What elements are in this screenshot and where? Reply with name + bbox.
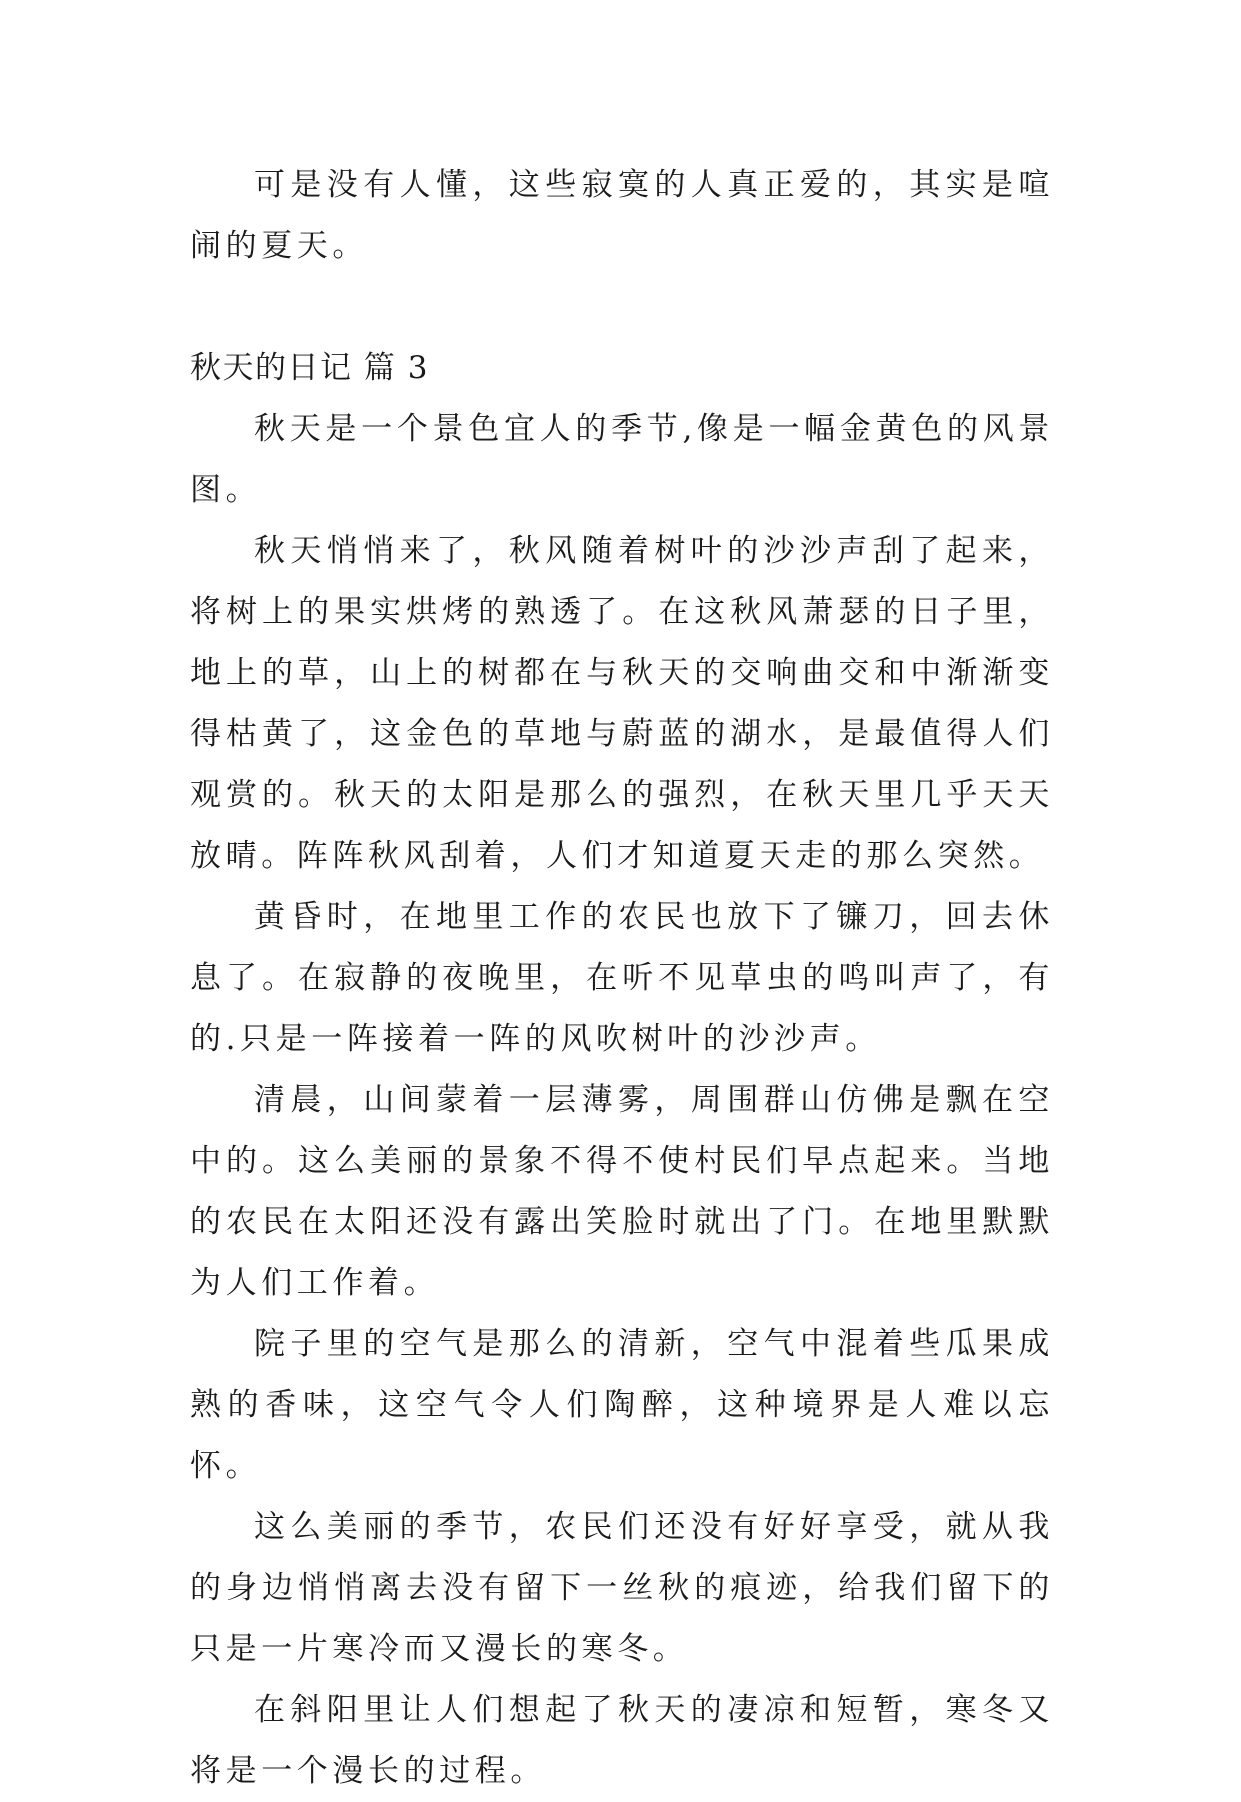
paragraph: 清晨，山间蒙着一层薄雾，周围群山仿佛是飘在空中的。这么美丽的景象不得不使村民们早点起来。当地的农民在太阳还没有露出笑脸时就出了门。在地里默默为人们工作着。 xyxy=(190,1082,1054,1301)
paragraph: 黄昏时，在地里工作的农民也放下了镰刀，回去休息了。在寂静的夜晚里，在听不见草虫的鸣叫声了，有的.只是一阵接着一阵的风吹树叶的沙沙声。 xyxy=(190,899,1054,1057)
paragraph: 这么美丽的季节，农民们还没有好好享受，就从我的身边悄悄离去没有留下一丝秋的痕迹，给我们留下的只是一片寒冷而又漫长的寒冬。 xyxy=(190,1509,1054,1667)
paragraph: 秋天是一个景色宜人的季节,像是一幅金黄色的风景图。 xyxy=(190,411,1054,508)
intro-paragraph: 可是没有人懂，这些寂寞的人真正爱的，其实是喧闹的夏天。 xyxy=(190,167,1054,264)
section-title: 秋天的日记 篇 3 xyxy=(190,350,429,386)
document-body xyxy=(190,155,1054,1802)
paragraph: 在斜阳里让人们想起了秋天的凄凉和短暂，寒冬又将是一个漫长的过程。 xyxy=(190,1692,1054,1789)
paragraph: 秋天悄悄来了，秋风随着树叶的沙沙声刮了起来，将树上的果实烘烤的熟透了。在这秋风萧瑟的日子里，地上的草，山上的树都在与秋天的交响曲交和中渐渐变得枯黄了，这金色的草地与蔚蓝的湖水，是最值得人们观赏的。秋天的太阳是那么的强烈，在秋天里几乎天天放晴。阵阵秋风刮着，人们才知道夏天走的那么突然。 xyxy=(190,533,1054,874)
paragraph: 院子里的空气是那么的清新，空气中混着些瓜果成熟的香味，这空气令人们陶醉，这种境界是人难以忘怀。 xyxy=(190,1326,1054,1484)
